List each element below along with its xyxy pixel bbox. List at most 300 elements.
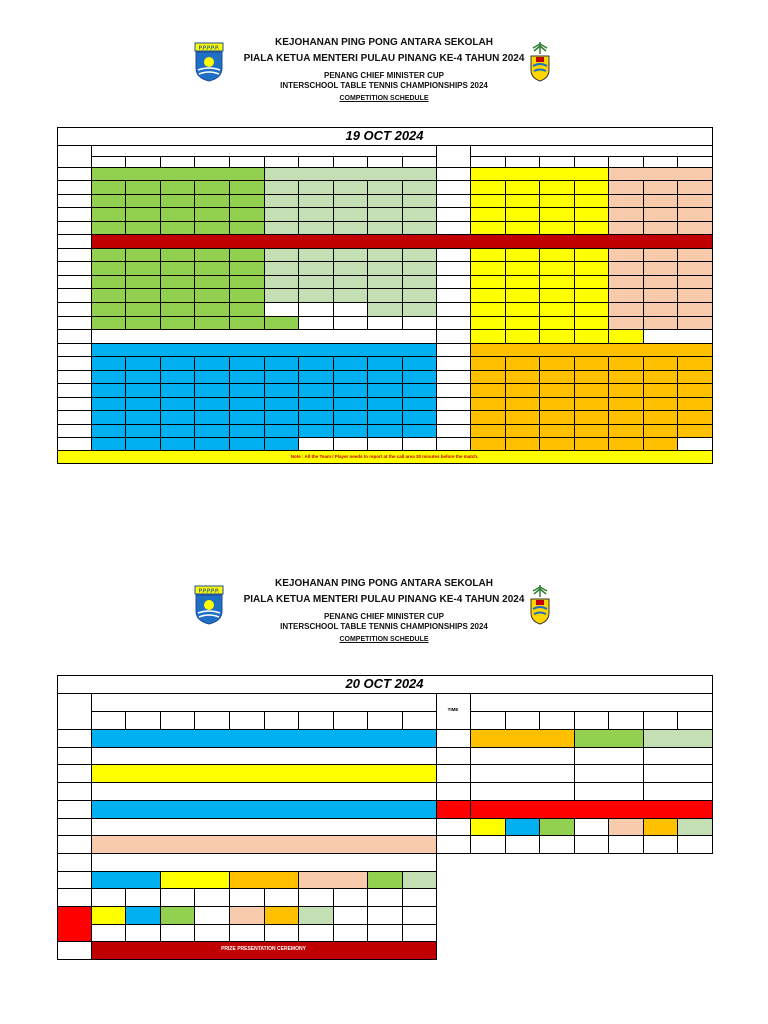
match-cell [298, 924, 334, 942]
match-cell [677, 288, 713, 303]
day2-date-title: 20 OCT 2024 [345, 676, 424, 691]
row-label-cell [57, 370, 92, 384]
match-cell [333, 302, 368, 317]
event-title-english: PENANG CHIEF MINISTER CUP [323, 71, 444, 80]
court-header-cell [367, 711, 403, 730]
match-cell [229, 316, 265, 330]
match-cell [333, 261, 368, 276]
court-header-cell [470, 711, 506, 730]
match-cell [229, 275, 265, 289]
match-cell [333, 383, 368, 398]
match-cell [505, 207, 540, 222]
match-cell [367, 248, 403, 262]
match-cell [160, 221, 195, 235]
group-cell [160, 871, 230, 889]
match-cell [367, 302, 403, 317]
group-cell [298, 871, 368, 889]
match-cell [643, 221, 678, 235]
row-label-cell [57, 888, 92, 907]
break-band [470, 800, 713, 819]
time-cell [436, 261, 471, 276]
match-cell [643, 275, 678, 289]
match-cell [194, 356, 230, 371]
match-cell [367, 397, 403, 411]
time-cell [436, 180, 471, 195]
session-band [91, 800, 437, 819]
row-label-cell [57, 234, 92, 249]
match-cell [539, 397, 575, 411]
match-cell [125, 288, 161, 303]
row-label-cell [57, 853, 92, 872]
match-cell [574, 356, 609, 371]
match-cell [505, 437, 540, 451]
match-cell [643, 424, 678, 438]
match-cell [264, 261, 299, 276]
match-cell [264, 437, 299, 451]
court-header-cell [160, 711, 195, 730]
match-cell [470, 316, 506, 330]
match-cell [91, 248, 126, 262]
break-band [91, 234, 713, 249]
match-cell [505, 397, 540, 411]
row-label-cell [57, 747, 92, 765]
match-cell [333, 221, 368, 235]
match-cell [539, 248, 575, 262]
match-cell [643, 835, 678, 854]
match-cell [402, 194, 437, 208]
row-label-cell [57, 180, 92, 195]
match-cell [91, 888, 126, 907]
match-cell [608, 261, 644, 276]
match-cell [677, 207, 713, 222]
session-band [91, 818, 437, 836]
time-cell [436, 835, 471, 854]
match-cell [229, 370, 265, 384]
match-cell [298, 424, 334, 438]
match-cell [574, 207, 609, 222]
match-cell [91, 924, 126, 942]
match-cell [160, 356, 195, 371]
row-label-cell [57, 729, 92, 748]
match-cell [643, 288, 678, 303]
event-title-english: PENANG CHIEF MINISTER CUP [323, 612, 444, 621]
row-label-cell [57, 221, 92, 235]
time-cell [436, 248, 471, 262]
session-band [91, 853, 437, 872]
match-cell [367, 194, 403, 208]
match-cell [229, 221, 265, 235]
match-cell [608, 424, 644, 438]
match-cell [91, 370, 126, 384]
match-cell [574, 424, 609, 438]
match-cell [402, 316, 437, 330]
match-cell [470, 180, 506, 195]
match-cell [539, 261, 575, 276]
match-cell [160, 316, 195, 330]
match-cell [367, 221, 403, 235]
match-cell [539, 207, 575, 222]
match-cell [298, 207, 334, 222]
match-cell [608, 356, 644, 371]
schedule-cell [643, 747, 713, 765]
match-cell [470, 261, 506, 276]
match-cell [402, 207, 437, 222]
court-header-cell [608, 711, 644, 730]
match-cell [402, 261, 437, 276]
match-cell [677, 424, 713, 438]
match-cell [264, 207, 299, 222]
court-header-cell [298, 711, 334, 730]
match-cell [677, 194, 713, 208]
prize-ceremony-label: PRIZE PRESENTATION CEREMONY [221, 946, 306, 952]
match-cell [298, 437, 334, 451]
match-cell [125, 207, 161, 222]
group-cell [470, 729, 575, 748]
row-label-cell [57, 207, 92, 222]
match-cell [367, 316, 403, 330]
row-label-cell [57, 343, 92, 357]
match-cell [333, 275, 368, 289]
match-cell [643, 356, 678, 371]
match-cell [608, 275, 644, 289]
row-label-cell [57, 397, 92, 411]
match-cell [574, 397, 609, 411]
match-cell [402, 424, 437, 438]
match-cell [574, 370, 609, 384]
court-header-cell [194, 711, 230, 730]
match-cell [264, 194, 299, 208]
court-header-cell [574, 711, 609, 730]
match-cell [298, 288, 334, 303]
schedule-cell [643, 764, 713, 783]
match-cell [264, 302, 299, 317]
match-cell [574, 261, 609, 276]
match-cell [677, 302, 713, 317]
match-cell [643, 437, 678, 451]
time-cell [436, 356, 471, 371]
match-cell [298, 316, 334, 330]
match-cell [470, 329, 506, 344]
match-cell [298, 194, 334, 208]
event-subtitle-english: INTERSCHOOL TABLE TENNIS CHAMPIONSHIPS 2024 [280, 622, 488, 631]
match-cell [643, 207, 678, 222]
match-cell [194, 397, 230, 411]
match-cell [298, 410, 334, 425]
match-cell [402, 383, 437, 398]
match-cell [91, 437, 126, 451]
time-cell [436, 383, 471, 398]
row-label-cell [57, 410, 92, 425]
match-cell [298, 180, 334, 195]
match-cell [229, 906, 265, 925]
match-cell [125, 906, 161, 925]
match-cell [643, 818, 678, 836]
match-cell [470, 397, 506, 411]
match-cell [160, 888, 195, 907]
match-cell [125, 248, 161, 262]
match-cell [470, 818, 506, 836]
match-cell [229, 356, 265, 371]
row-label-cell [57, 275, 92, 289]
match-cell [608, 329, 644, 344]
match-cell [298, 261, 334, 276]
match-cell [298, 275, 334, 289]
match-cell [402, 410, 437, 425]
match-cell [539, 316, 575, 330]
match-cell [367, 424, 403, 438]
court-header-cell [539, 711, 575, 730]
match-cell [125, 356, 161, 371]
match-cell [677, 248, 713, 262]
match-cell [333, 370, 368, 384]
row-label-cell [57, 329, 92, 344]
row-label-cell [57, 288, 92, 303]
match-cell [333, 424, 368, 438]
match-cell [677, 275, 713, 289]
match-cell [643, 261, 678, 276]
match-cell [539, 180, 575, 195]
match-cell [574, 180, 609, 195]
match-cell [333, 316, 368, 330]
match-cell [229, 248, 265, 262]
session-band [91, 782, 437, 801]
match-cell [125, 261, 161, 276]
match-cell [539, 194, 575, 208]
time-cell [436, 167, 471, 181]
match-cell [194, 221, 230, 235]
match-cell [402, 248, 437, 262]
match-cell [367, 356, 403, 371]
schedule-cell [470, 764, 575, 783]
match-cell [539, 221, 575, 235]
match-cell [402, 275, 437, 289]
match-cell [333, 888, 368, 907]
header-cell [91, 693, 437, 712]
time-cell [436, 288, 471, 303]
match-cell [125, 424, 161, 438]
match-cell [402, 924, 437, 942]
match-cell [608, 397, 644, 411]
match-cell [505, 370, 540, 384]
session-band [91, 835, 437, 854]
match-cell [677, 180, 713, 195]
match-cell [539, 288, 575, 303]
match-cell [333, 924, 368, 942]
time-cell [436, 747, 471, 765]
time-cell [436, 145, 471, 168]
match-cell [91, 261, 126, 276]
row-label-cell [57, 167, 92, 181]
match-cell [264, 924, 299, 942]
match-cell [539, 356, 575, 371]
time-cell [436, 194, 471, 208]
match-cell [574, 383, 609, 398]
match-cell [91, 302, 126, 317]
match-cell [677, 835, 713, 854]
match-cell [574, 288, 609, 303]
match-cell [125, 437, 161, 451]
match-cell [367, 888, 403, 907]
match-cell [91, 424, 126, 438]
time-cell [436, 316, 471, 330]
row-label-cell [57, 316, 92, 330]
match-cell [505, 288, 540, 303]
match-cell [229, 302, 265, 317]
group-cell [367, 871, 403, 889]
match-cell [539, 302, 575, 317]
match-cell [229, 383, 265, 398]
match-cell [333, 906, 368, 925]
match-cell [264, 383, 299, 398]
match-cell [402, 370, 437, 384]
match-cell [264, 906, 299, 925]
match-cell [367, 180, 403, 195]
match-cell [505, 424, 540, 438]
match-cell [505, 356, 540, 371]
row-label-cell [57, 145, 92, 168]
row-label-cell [57, 302, 92, 317]
match-cell [470, 356, 506, 371]
match-cell [333, 288, 368, 303]
match-cell [91, 410, 126, 425]
match-cell [539, 437, 575, 451]
match-cell [229, 207, 265, 222]
match-cell [539, 383, 575, 398]
match-cell [470, 288, 506, 303]
match-cell [125, 194, 161, 208]
match-cell [608, 207, 644, 222]
match-cell [574, 221, 609, 235]
match-cell [505, 316, 540, 330]
row-label-cell [57, 383, 92, 398]
time-cell [436, 397, 471, 411]
schedule-cell [91, 329, 437, 344]
match-cell [91, 180, 126, 195]
match-cell [160, 383, 195, 398]
match-cell [125, 302, 161, 317]
row-label-cell [57, 906, 92, 942]
time-column-label: TIME [447, 707, 459, 712]
match-cell [505, 383, 540, 398]
match-cell [298, 383, 334, 398]
match-cell [91, 221, 126, 235]
match-cell [160, 248, 195, 262]
header-cell [470, 693, 713, 712]
session-band [91, 747, 437, 765]
match-cell [539, 275, 575, 289]
match-cell [539, 424, 575, 438]
match-cell [160, 288, 195, 303]
match-cell [298, 370, 334, 384]
match-cell [470, 370, 506, 384]
match-cell [333, 248, 368, 262]
match-cell [91, 194, 126, 208]
time-cell [436, 782, 471, 801]
match-cell [194, 924, 230, 942]
event-subtitle-malay: PIALA KETUA MENTERI PULAU PINANG KE-4 TAHUN 2024 [243, 594, 525, 605]
session-band [91, 764, 437, 783]
match-cell [574, 835, 609, 854]
match-cell [402, 221, 437, 235]
svg-text:P.P.P.P.P.: P.P.P.P.P. [198, 588, 220, 595]
match-cell [539, 370, 575, 384]
match-cell [402, 888, 437, 907]
time-cell [436, 275, 471, 289]
match-cell [264, 221, 299, 235]
match-cell [677, 383, 713, 398]
row-label-cell [57, 782, 92, 801]
match-cell [574, 818, 609, 836]
match-cell [677, 397, 713, 411]
match-cell [91, 356, 126, 371]
row-label-cell [57, 818, 92, 836]
match-cell [229, 924, 265, 942]
match-cell [574, 329, 609, 344]
time-cell [436, 410, 471, 425]
match-cell [402, 302, 437, 317]
match-cell [402, 906, 437, 925]
time-cell [436, 329, 471, 344]
match-cell [505, 261, 540, 276]
time-cell [436, 729, 471, 748]
row-label-cell [57, 941, 92, 960]
match-cell [229, 410, 265, 425]
match-cell [160, 437, 195, 451]
court-header-cell [91, 711, 126, 730]
group-header-cell [264, 167, 437, 181]
match-cell [194, 383, 230, 398]
match-cell [194, 275, 230, 289]
match-cell [160, 370, 195, 384]
match-cell [229, 180, 265, 195]
row-label-cell [57, 356, 92, 371]
row-label-cell [57, 437, 92, 451]
match-cell [677, 410, 713, 425]
match-cell [470, 248, 506, 262]
group-header-cell [470, 343, 713, 357]
match-cell [470, 275, 506, 289]
match-cell [643, 248, 678, 262]
match-cell [194, 207, 230, 222]
match-cell [229, 194, 265, 208]
group-header-cell [91, 167, 265, 181]
match-cell [608, 248, 644, 262]
group-header-cell [470, 167, 609, 181]
match-cell [643, 410, 678, 425]
match-cell [333, 437, 368, 451]
match-cell [470, 835, 506, 854]
event-subtitle-malay: PIALA KETUA MENTERI PULAU PINANG KE-4 TAHUN 2024 [243, 53, 525, 64]
match-cell [677, 356, 713, 371]
court-header-cell [677, 711, 713, 730]
match-cell [160, 424, 195, 438]
row-label-cell [57, 261, 92, 276]
schedule-heading: COMPETITION SCHEDULE [339, 95, 429, 102]
match-cell [194, 906, 230, 925]
match-cell [298, 888, 334, 907]
match-cell [194, 410, 230, 425]
match-cell [367, 288, 403, 303]
match-cell [505, 818, 540, 836]
match-cell [298, 302, 334, 317]
match-cell [402, 180, 437, 195]
match-cell [160, 302, 195, 317]
match-cell [91, 207, 126, 222]
match-cell [470, 424, 506, 438]
match-cell [125, 316, 161, 330]
match-cell [643, 397, 678, 411]
match-cell [608, 194, 644, 208]
